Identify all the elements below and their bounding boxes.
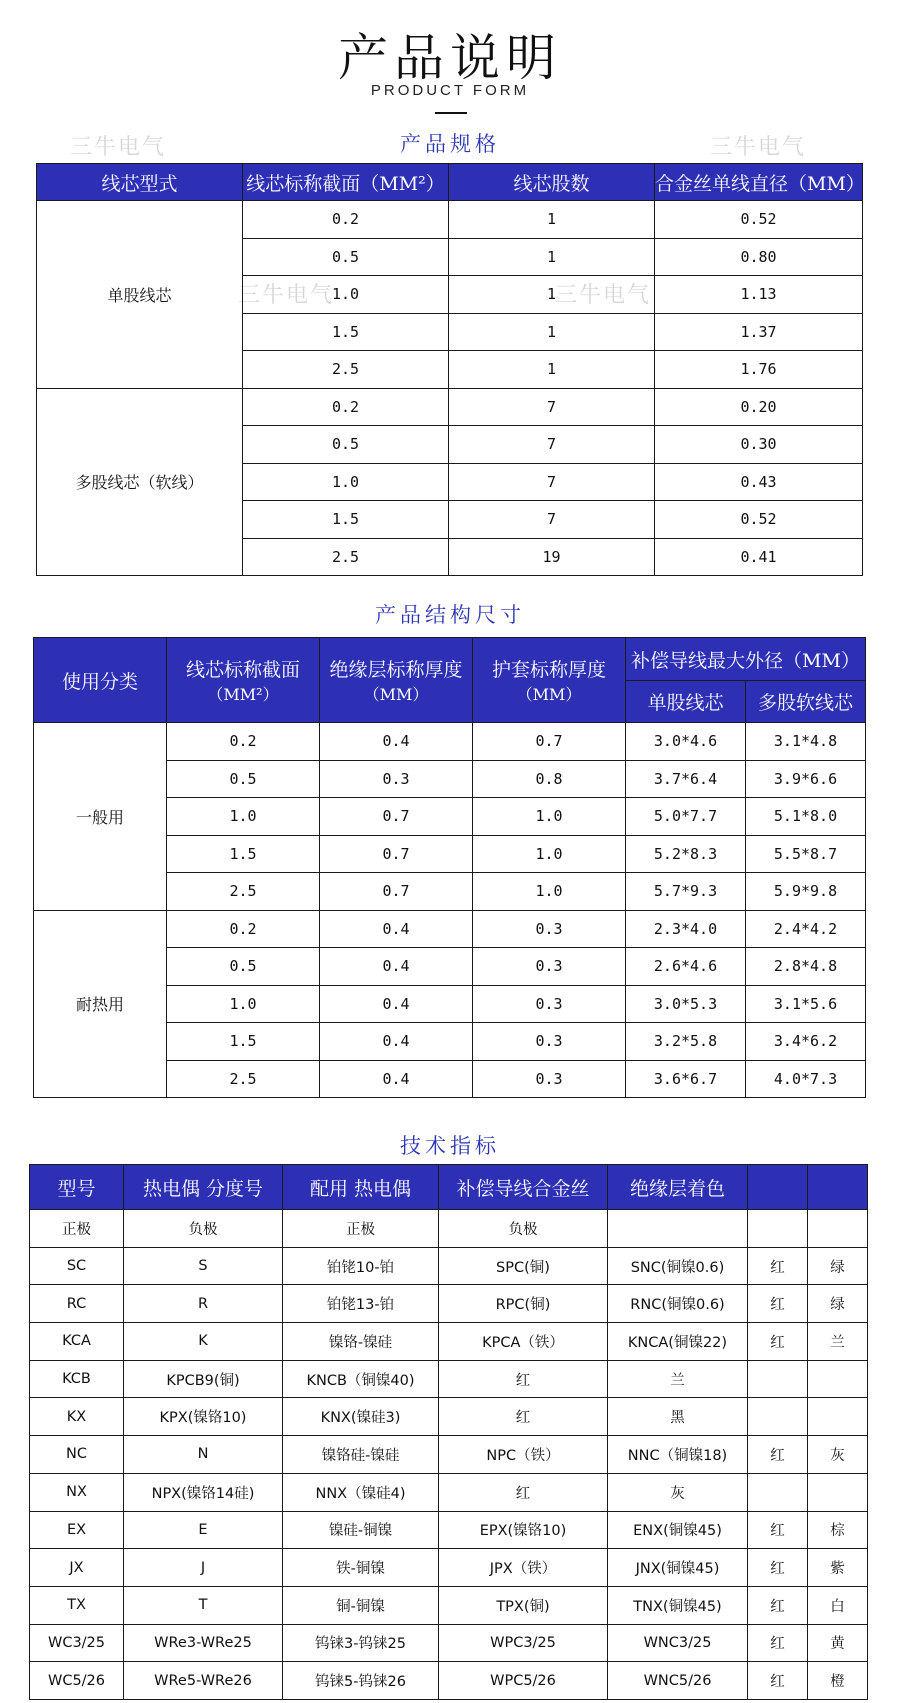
spec-col-section: 线芯标称截面（MM²）: [243, 164, 449, 201]
table-cell: [608, 1210, 748, 1248]
table-cell: 0.2: [243, 201, 449, 239]
table-cell: 1.76: [655, 351, 863, 389]
table-cell: KCA: [30, 1323, 124, 1361]
table-cell: 2.8*4.8: [746, 948, 866, 986]
table-row: [34, 910, 866, 948]
table-cell: 红: [748, 1662, 808, 1700]
tech-col-index: 热电偶 分度号: [124, 1165, 283, 1210]
table-cell: 1.5: [167, 1023, 320, 1061]
table-cell: WRe3-WRe25: [124, 1624, 283, 1662]
table-cell: 3.7*6.4: [626, 760, 746, 798]
table-cell: S: [124, 1247, 283, 1285]
table-cell: 红: [439, 1473, 608, 1511]
tech-col-blank: [748, 1165, 808, 1210]
table-cell: KPCA（铁）: [439, 1323, 608, 1361]
page-title: 产品说明: [338, 29, 562, 87]
structure-col-sheath: [473, 638, 626, 723]
table-cell: 1.0: [243, 276, 449, 314]
table-cell: EPX(镍铬10): [439, 1511, 608, 1549]
table-row: [34, 723, 866, 761]
structure-table: [33, 637, 866, 1098]
table-cell: K: [124, 1323, 283, 1361]
table-cell: 黑: [608, 1398, 748, 1436]
table-cell: SNC(铜镍0.6): [608, 1247, 748, 1285]
table-cell: JPX（铁）: [439, 1549, 608, 1587]
structure-col-insulation-unit: （MM）: [363, 685, 429, 704]
table-cell: [808, 1360, 868, 1398]
table-cell: 5.1*8.0: [746, 798, 866, 836]
table-cell: 0.4: [320, 910, 473, 948]
title-divider: [435, 112, 467, 114]
table-cell: 铂铑10-铂: [283, 1247, 439, 1285]
structure-col-use: 使用分类: [34, 638, 167, 723]
table-cell: 3.2*5.8: [626, 1023, 746, 1061]
structure-col-sheath-unit: （MM）: [516, 685, 582, 704]
table-cell: [748, 1210, 808, 1248]
table-row: [30, 1624, 868, 1662]
table-cell: 1.5: [243, 313, 449, 351]
watermark: 三牛电气: [555, 283, 652, 308]
table-cell: 3.9*6.6: [746, 760, 866, 798]
table-cell: [748, 1360, 808, 1398]
tech-section-title: 技术指标: [400, 1134, 500, 1158]
table-cell: WPC5/26: [439, 1662, 608, 1700]
table-cell: 0.4: [320, 1023, 473, 1061]
watermark: 三牛电气: [710, 135, 807, 160]
table-cell: 2.5: [243, 351, 449, 389]
table-cell: 兰: [608, 1360, 748, 1398]
table-row: [37, 201, 863, 239]
table-cell: E: [124, 1511, 283, 1549]
table-cell: 0.3: [320, 760, 473, 798]
table-cell: 红: [748, 1285, 808, 1323]
table-cell: 2.6*4.6: [626, 948, 746, 986]
table-cell: 0.52: [655, 201, 863, 239]
table-cell: 红: [439, 1360, 608, 1398]
table-cell: WPC3/25: [439, 1624, 608, 1662]
table-cell: KNX(镍硅3): [283, 1398, 439, 1436]
table-cell: WNC3/25: [608, 1624, 748, 1662]
table-cell: 19: [449, 538, 655, 576]
structure-col-single: 单股线芯: [626, 681, 746, 723]
structure-col-insulation: [320, 638, 473, 723]
table-cell: 1: [449, 276, 655, 314]
spec-col-diameter: 合金丝单线直径（MM）: [655, 164, 863, 201]
table-cell: 0.20: [655, 388, 863, 426]
table-row: [30, 1473, 868, 1511]
table-cell: 0.5: [243, 426, 449, 464]
table-cell: 5.7*9.3: [626, 873, 746, 911]
table-cell: [748, 1473, 808, 1511]
table-cell: KCB: [30, 1360, 124, 1398]
watermark: 三牛电气: [70, 135, 167, 160]
table-cell: 2.3*4.0: [626, 910, 746, 948]
table-cell: 0.4: [320, 985, 473, 1023]
table-cell: SPC(铜): [439, 1247, 608, 1285]
tech-col-thermocouple: 配用 热电偶: [283, 1165, 439, 1210]
table-row: [30, 1285, 868, 1323]
table-cell: WRe5-WRe26: [124, 1662, 283, 1700]
table-cell: 绿: [808, 1247, 868, 1285]
tech-col-blank: [808, 1165, 868, 1210]
table-cell: 1.0: [473, 873, 626, 911]
table-cell: 白: [808, 1586, 868, 1624]
table-cell: 0.5: [167, 760, 320, 798]
table-cell: 0.2: [243, 388, 449, 426]
table-cell: 红: [748, 1247, 808, 1285]
table-cell: 红: [439, 1398, 608, 1436]
table-cell: SC: [30, 1247, 124, 1285]
table-cell: 棕: [808, 1511, 868, 1549]
tech-col-model: 型号: [30, 1165, 124, 1210]
table-cell: NPX(镍铬14硅): [124, 1473, 283, 1511]
table-cell: 0.52: [655, 501, 863, 539]
table-cell: [748, 1398, 808, 1436]
table-cell: 1: [449, 313, 655, 351]
table-cell: 红: [748, 1586, 808, 1624]
table-cell: 7: [449, 388, 655, 426]
table-cell: 红: [748, 1511, 808, 1549]
table-cell: J: [124, 1549, 283, 1587]
table-cell: 红: [748, 1323, 808, 1361]
table-cell: 0.5: [243, 238, 449, 276]
spec-col-strands: 线芯股数: [449, 164, 655, 201]
table-cell: NNX（镍硅4): [283, 1473, 439, 1511]
spec-col-type: 线芯型式: [37, 164, 243, 201]
table-cell: 1.37: [655, 313, 863, 351]
table-row: [30, 1511, 868, 1549]
table-cell: 5.0*7.7: [626, 798, 746, 836]
structure-col-section-label: 线芯标称截面: [185, 659, 300, 681]
table-cell: 1: [449, 238, 655, 276]
table-cell: 镍铬-镍硅: [283, 1323, 439, 1361]
table-row: [30, 1247, 868, 1285]
table-cell: 3.1*5.6: [746, 985, 866, 1023]
table-cell: 兰: [808, 1323, 868, 1361]
table-cell: 灰: [608, 1473, 748, 1511]
table-cell: 2.5: [167, 873, 320, 911]
table-cell: 镍硅-铜镍: [283, 1511, 439, 1549]
table-cell: 钨铼3-钨铼25: [283, 1624, 439, 1662]
table-cell: 7: [449, 426, 655, 464]
table-cell: 0.80: [655, 238, 863, 276]
table-cell: TPX(铜): [439, 1586, 608, 1624]
table-cell: KPCB9(铜): [124, 1360, 283, 1398]
table-cell: 0.4: [320, 948, 473, 986]
table-cell: 钨铼5-钨铼26: [283, 1662, 439, 1700]
table-cell: 0.7: [320, 798, 473, 836]
structure-col-insulation-label: 绝缘层标称厚度: [329, 659, 463, 681]
table-row: [30, 1586, 868, 1624]
table-row: [37, 388, 863, 426]
table-row: [30, 1323, 868, 1361]
table-cell: 0.3: [473, 985, 626, 1023]
table-cell: 1.0: [473, 835, 626, 873]
structure-col-multi: 多股软线芯: [746, 681, 866, 723]
table-cell: 0.2: [167, 723, 320, 761]
table-cell: JNX(铜镍45): [608, 1549, 748, 1587]
table-row: [30, 1549, 868, 1587]
table-cell: 0.2: [167, 910, 320, 948]
table-cell: NNC（铜镍18): [608, 1436, 748, 1474]
table-cell: 0.4: [320, 1060, 473, 1098]
table-cell: 紫: [808, 1549, 868, 1587]
table-cell: 黄: [808, 1624, 868, 1662]
table-cell: 1.0: [473, 798, 626, 836]
table-cell: WC5/26: [30, 1662, 124, 1700]
table-cell: 0.3: [473, 948, 626, 986]
table-cell: RNC(铜镍0.6): [608, 1285, 748, 1323]
table-row: [30, 1210, 868, 1248]
table-cell: 0.4: [320, 723, 473, 761]
table-cell: 4.0*7.3: [746, 1060, 866, 1098]
table-cell: [808, 1398, 868, 1436]
tech-table: [29, 1164, 868, 1700]
table-row: [30, 1436, 868, 1474]
table-cell: 0.30: [655, 426, 863, 464]
table-cell: 绿: [808, 1285, 868, 1323]
spec-table: [36, 163, 863, 576]
table-cell: TX: [30, 1586, 124, 1624]
table-cell: 1.0: [243, 463, 449, 501]
structure-group-label: 耐热用: [34, 910, 167, 1098]
table-cell: 0.7: [320, 873, 473, 911]
table-cell: 2.4*4.2: [746, 910, 866, 948]
table-cell: 3.0*4.6: [626, 723, 746, 761]
table-cell: EX: [30, 1511, 124, 1549]
table-cell: 1.5: [243, 501, 449, 539]
table-cell: 灰: [808, 1436, 868, 1474]
table-cell: 2.5: [243, 538, 449, 576]
table-cell: 铂铑13-铂: [283, 1285, 439, 1323]
table-cell: 橙: [808, 1662, 868, 1700]
table-cell: 1: [449, 351, 655, 389]
table-cell: KNCB（铜镍40): [283, 1360, 439, 1398]
spec-section-title: 产品规格: [400, 132, 500, 156]
table-cell: 0.41: [655, 538, 863, 576]
table-cell: 红: [748, 1549, 808, 1587]
table-cell: 正极: [30, 1210, 124, 1248]
table-cell: 镍铬硅-镍硅: [283, 1436, 439, 1474]
table-cell: 3.6*6.7: [626, 1060, 746, 1098]
table-cell: 0.5: [167, 948, 320, 986]
table-cell: 红: [748, 1624, 808, 1662]
table-row: [30, 1360, 868, 1398]
structure-section-title: 产品结构尺寸: [375, 603, 525, 627]
table-cell: 负极: [439, 1210, 608, 1248]
table-cell: WNC5/26: [608, 1662, 748, 1700]
table-cell: T: [124, 1586, 283, 1624]
table-cell: KX: [30, 1398, 124, 1436]
structure-col-sheath-label: 护套标称厚度: [491, 659, 606, 681]
structure-group-label: 一般用: [34, 723, 167, 911]
table-cell: TNX(铜镍45): [608, 1586, 748, 1624]
table-cell: 铜-铜镍: [283, 1586, 439, 1624]
table-cell: JX: [30, 1549, 124, 1587]
page-subtitle: PRODUCT FORM: [370, 82, 530, 99]
table-row: [30, 1662, 868, 1700]
structure-col-section: [167, 638, 320, 723]
table-cell: 1.5: [167, 835, 320, 873]
structure-col-section-unit: （MM²）: [207, 685, 279, 704]
structure-col-max-diameter: 补偿导线最大外径（MM）: [626, 638, 866, 681]
table-cell: 2.5: [167, 1060, 320, 1098]
table-cell: RPC(铜): [439, 1285, 608, 1323]
table-cell: NPC（铁）: [439, 1436, 608, 1474]
table-cell: 7: [449, 463, 655, 501]
table-cell: 1.0: [167, 798, 320, 836]
table-cell: 0.43: [655, 463, 863, 501]
table-row: [30, 1398, 868, 1436]
table-cell: 红: [748, 1436, 808, 1474]
spec-group-label: 单股线芯: [37, 201, 243, 389]
table-cell: 负极: [124, 1210, 283, 1248]
table-cell: 0.7: [320, 835, 473, 873]
table-cell: 5.2*8.3: [626, 835, 746, 873]
table-cell: KNCA(铜镍22): [608, 1323, 748, 1361]
table-cell: 0.3: [473, 910, 626, 948]
table-cell: 1.0: [167, 985, 320, 1023]
table-cell: 1: [449, 201, 655, 239]
table-cell: R: [124, 1285, 283, 1323]
table-cell: 0.3: [473, 1023, 626, 1061]
table-cell: N: [124, 1436, 283, 1474]
table-cell: NX: [30, 1473, 124, 1511]
table-cell: 3.4*6.2: [746, 1023, 866, 1061]
spec-group-label: 多股线芯（软线）: [37, 388, 243, 576]
table-cell: ENX(铜镍45): [608, 1511, 748, 1549]
table-cell: RC: [30, 1285, 124, 1323]
table-cell: 5.9*9.8: [746, 873, 866, 911]
table-cell: NC: [30, 1436, 124, 1474]
table-cell: 0.3: [473, 1060, 626, 1098]
table-cell: 0.7: [473, 723, 626, 761]
table-cell: 1.13: [655, 276, 863, 314]
table-cell: 3.1*4.8: [746, 723, 866, 761]
watermark: 三牛电气: [238, 283, 335, 308]
table-cell: [808, 1210, 868, 1248]
table-cell: KPX(镍铬10): [124, 1398, 283, 1436]
table-cell: 3.0*5.3: [626, 985, 746, 1023]
table-cell: 0.8: [473, 760, 626, 798]
tech-col-alloy: 补偿导线合金丝: [439, 1165, 608, 1210]
table-cell: [808, 1473, 868, 1511]
table-cell: WC3/25: [30, 1624, 124, 1662]
tech-col-insulation-color: 绝缘层着色: [608, 1165, 748, 1210]
table-cell: 正极: [283, 1210, 439, 1248]
table-cell: 铁-铜镍: [283, 1549, 439, 1587]
table-cell: 7: [449, 501, 655, 539]
table-cell: 5.5*8.7: [746, 835, 866, 873]
